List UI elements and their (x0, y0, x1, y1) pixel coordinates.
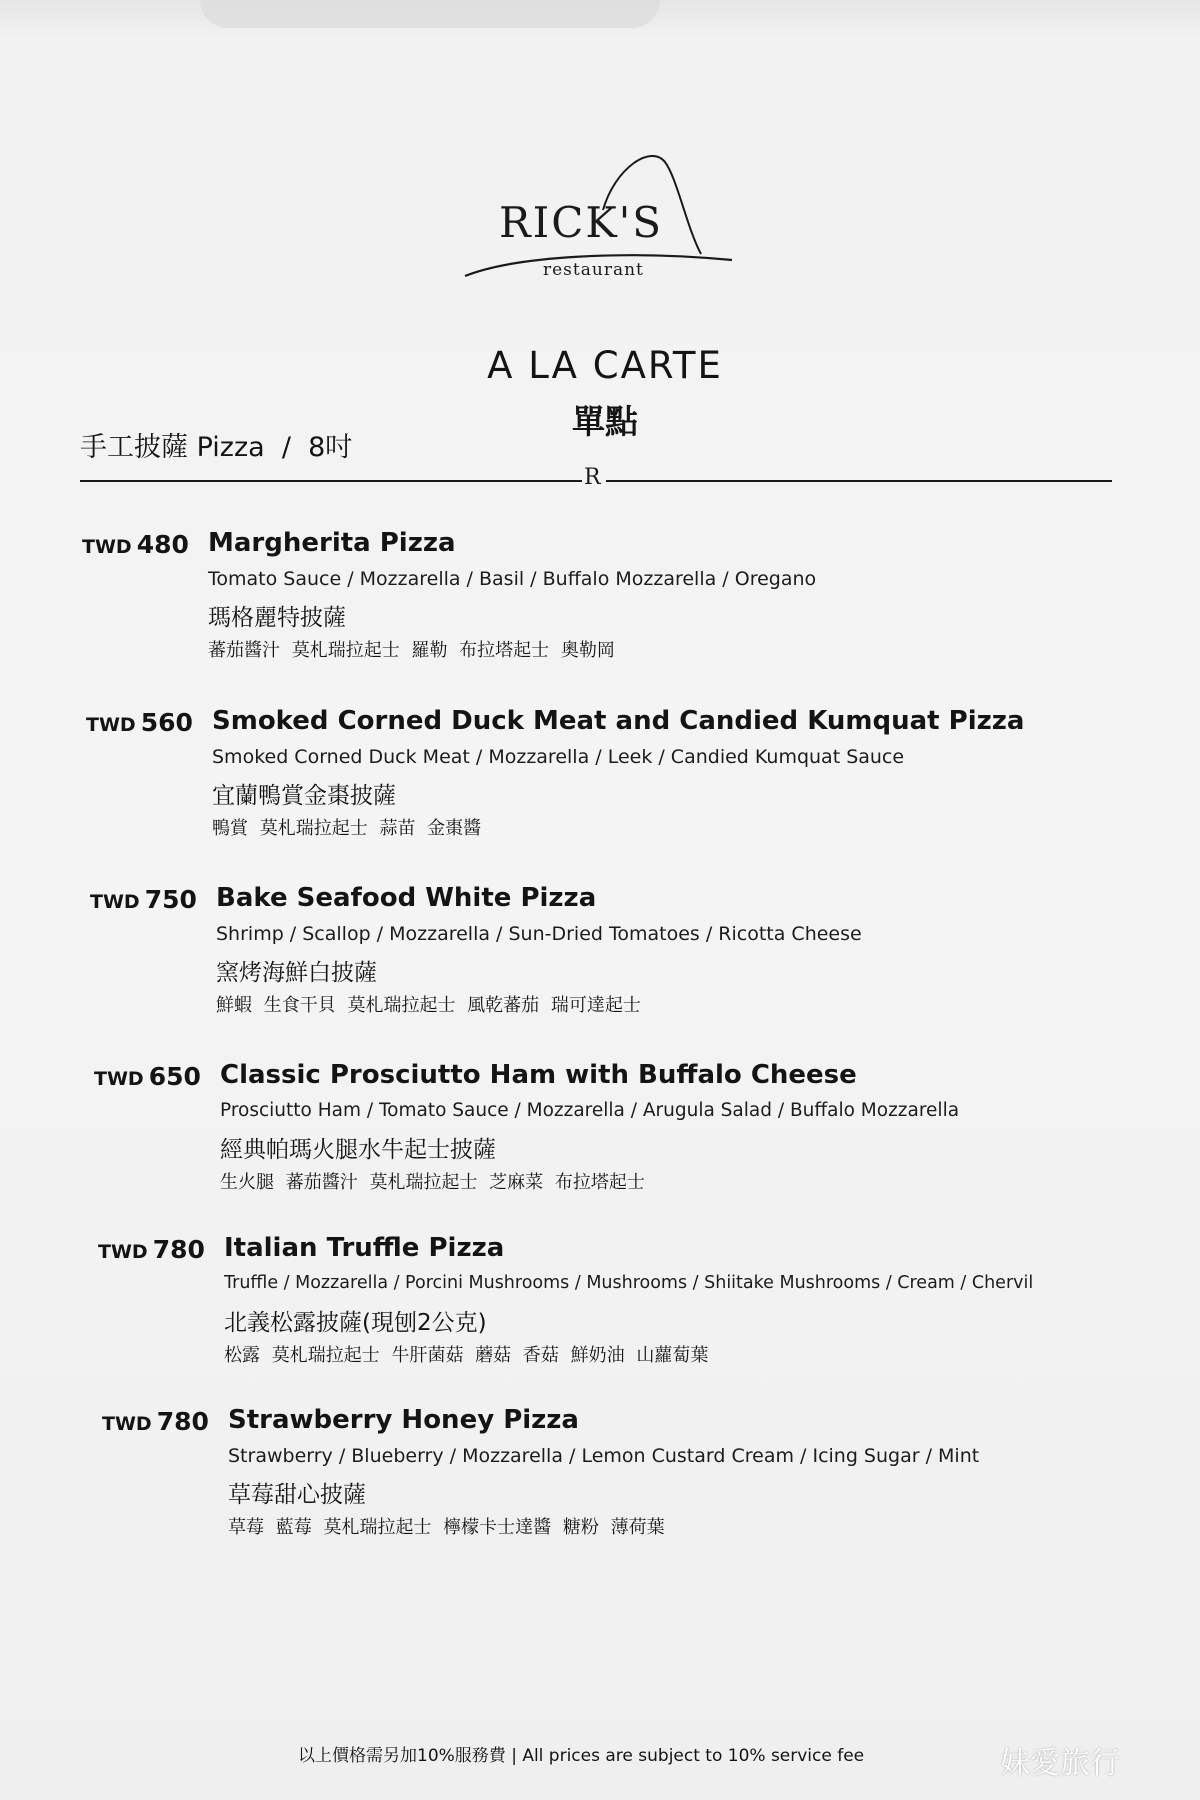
item-name-zh: 宜蘭鴨賞金棗披薩 (212, 783, 396, 809)
price-amount: 650 (148, 1062, 201, 1091)
item-name-en: Italian Truffle Pizza (224, 1233, 505, 1263)
section-divider (80, 465, 1112, 490)
item-price (86, 708, 193, 737)
paper-shadow (200, 0, 660, 28)
item-name-en: Margherita Pizza (208, 528, 456, 558)
page-title-zh: 單點 (572, 402, 638, 441)
page-title-en: A LA CARTE (487, 344, 723, 387)
divider-line-left (80, 480, 582, 482)
price-amount: 780 (156, 1407, 209, 1436)
item-price (102, 1407, 209, 1436)
item-ingredients-en: Prosciutto Ham / Tomato Sauce / Mozzarella / Arugula Salad / Buffalo Mozzarella (220, 1100, 960, 1121)
item-name-zh: 經典帕瑪火腿水牛起士披薩 (220, 1137, 496, 1163)
item-ingredients-zh: 生火腿 蕃茄醬汁 莫札瑞拉起士 芝麻菜 布拉塔起士 (220, 1172, 645, 1193)
price-amount: 480 (136, 530, 189, 559)
price-currency: TWD (102, 1413, 152, 1435)
price-currency: TWD (86, 714, 136, 736)
item-ingredients-zh: 蕃茄醬汁 莫札瑞拉起士 羅勒 布拉塔起士 奧勒岡 (208, 640, 615, 661)
item-name-zh: 北義松露披薩(現刨2公克) (224, 1310, 487, 1336)
logo-subtitle: restaurant (543, 260, 644, 280)
price-currency: TWD (82, 536, 132, 558)
item-name-en: Classic Prosciutto Ham with Buffalo Cheese (220, 1060, 857, 1090)
item-ingredients-zh: 松露 莫札瑞拉起士 牛肝菌菇 蘑菇 香菇 鮮奶油 山蘿蔔葉 (224, 1345, 709, 1366)
item-ingredients-en: Strawberry / Blueberry / Mozzarella / Lemon Custard Cream / Icing Sugar / Mint (228, 1445, 980, 1467)
logo-name: RICK'S (499, 198, 664, 247)
price-amount: 750 (144, 885, 197, 914)
item-name-zh: 草莓甜心披薩 (228, 1482, 366, 1508)
section-heading: 手工披薩 Pizza / 8吋 (80, 432, 353, 463)
item-price (98, 1235, 205, 1264)
price-currency: TWD (98, 1241, 148, 1263)
watermark: 妹愛旅行 (1000, 1746, 1120, 1781)
item-name-en: Bake Seafood White Pizza (216, 883, 597, 913)
item-price (90, 885, 197, 914)
item-ingredients-zh: 鮮蝦 生食干貝 莫札瑞拉起士 風乾蕃茄 瑞可達起士 (216, 995, 641, 1016)
item-price (82, 530, 189, 559)
price-currency: TWD (94, 1068, 144, 1090)
service-fee-note: 以上價格需另加10%服務費 | All prices are subject to 10% service fee (298, 1746, 865, 1766)
item-ingredients-zh: 鴨賞 莫札瑞拉起士 蒜苗 金棗醬 (212, 818, 482, 839)
divider-mark: R (584, 465, 601, 490)
restaurant-logo (455, 148, 745, 288)
item-ingredients-zh: 草莓 藍莓 莫札瑞拉起士 檸檬卡士達醬 糖粉 薄荷葉 (228, 1517, 665, 1538)
item-ingredients-en: Smoked Corned Duck Meat / Mozzarella / Leek / Candied Kumquat Sauce (212, 746, 905, 768)
item-ingredients-en: Shrimp / Scallop / Mozzarella / Sun-Dried Tomatoes / Ricotta Cheese (216, 923, 862, 945)
item-name-zh: 窯烤海鮮白披薩 (216, 960, 377, 986)
item-price (94, 1062, 201, 1091)
item-ingredients-en: Truffle / Mozzarella / Porcini Mushrooms / Mushrooms / Shiitake Mushrooms / Cream / Chervil (224, 1273, 1034, 1293)
item-ingredients-en: Tomato Sauce / Mozzarella / Basil / Buffalo Mozzarella / Oregano (208, 568, 817, 590)
price-amount: 560 (140, 708, 193, 737)
item-name-en: Strawberry Honey Pizza (228, 1405, 579, 1435)
item-name-en: Smoked Corned Duck Meat and Candied Kumquat Pizza (212, 706, 1025, 736)
price-currency: TWD (90, 891, 140, 913)
divider-line-right (606, 480, 1112, 482)
item-name-zh: 瑪格麗特披薩 (208, 605, 346, 631)
price-amount: 780 (152, 1235, 205, 1264)
